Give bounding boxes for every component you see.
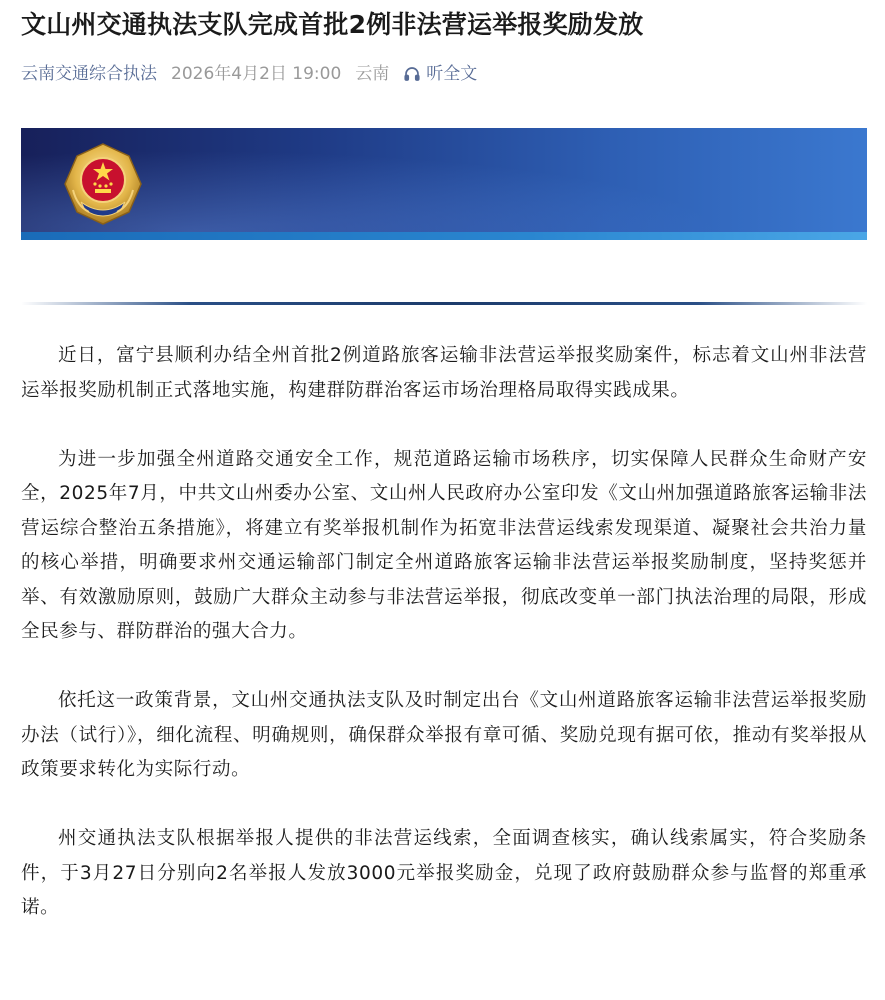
- publish-date: 2026年4月2日 19:00: [171, 64, 342, 84]
- article-title: 文山州交通执法支队完成首批2例非法营运举报奖励发放: [21, 10, 644, 39]
- paragraph: 为进一步加强全州道路交通安全工作，规范道路运输市场秩序，切实保障人民群众生命财产安全，2025年7月，中共文山州委办公室、文山州人民政府办公室印发《文山州加强道路旅客运输非法营运综合整治五条措施》，将建立有奖举报机制作为拓宽非法营运线索发现渠道、凝聚社会共治力量的核心举措，明确要求州交通运输部门制定全州道路旅客运输非法营运举报奖励制度，坚持奖惩并举、有效激励原则，鼓励广大群众主动参与非法营运举报，彻底改变单一部门执法治理的局限，形成全民参与、群防群治的强大合力。: [21, 448, 867, 642]
- headphones-icon: [403, 65, 421, 83]
- banner-glow: [21, 128, 867, 232]
- publish-region: 云南: [355, 64, 390, 84]
- article-meta: [21, 62, 867, 86]
- paragraph: 近日，富宁县顺利办结全州首批2例道路旅客运输非法营运举报奖励案件，标志着文山州非法营运举报奖励机制正式落地实施，构建群防群治客运市场治理格局取得实践成果。: [21, 345, 867, 401]
- account-link[interactable]: 云南交通综合执法: [21, 64, 157, 84]
- paragraph: 州交通执法支队根据举报人提供的非法营运线索，全面调查核实，确认线索属实，符合奖励条件，于3月27日分别向2名举报人发放3000元举报奖励金，兑现了政府鼓励群众参与监督的郑重承诺。: [21, 828, 867, 918]
- police-emblem-icon: [59, 140, 147, 228]
- paragraph: 依托这一政策背景，文山州交通执法支队及时制定出台《文山州道路旅客运输非法营运举报奖励办法（试行）》，细化流程、明确规则，确保群众举报有章可循、奖励兑现有据可依，推动有奖举报从政策要求转化为实际行动。: [21, 690, 867, 780]
- listen-button[interactable]: [403, 62, 477, 86]
- article-body: [21, 339, 867, 926]
- listen-label: 听全文: [426, 64, 478, 84]
- header-banner-image: [21, 128, 867, 240]
- section-divider: [21, 302, 867, 305]
- article: [21, 0, 867, 960]
- banner-bottom-bar: [21, 232, 867, 240]
